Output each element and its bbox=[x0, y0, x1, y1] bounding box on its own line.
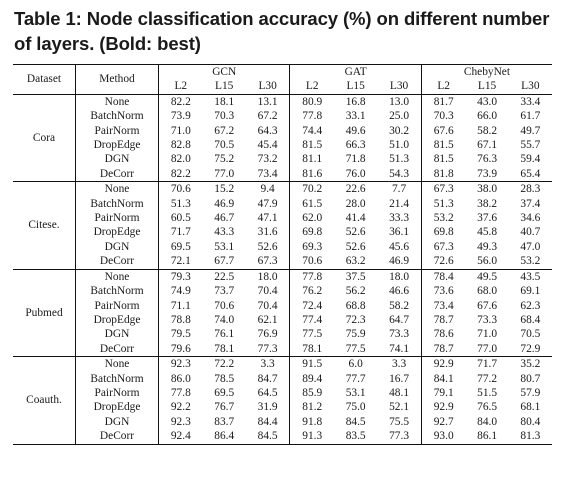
accuracy-cell: 84.7 bbox=[257, 372, 278, 385]
layer-header: L2 bbox=[290, 79, 334, 94]
accuracy-cell: 58.2 bbox=[477, 124, 498, 137]
accuracy-cell: 68.4 bbox=[520, 313, 541, 326]
method-name: DeCorr bbox=[76, 254, 159, 269]
accuracy-cell: 43.0 bbox=[477, 95, 498, 108]
accuracy-cell: 79.3 bbox=[159, 269, 203, 284]
accuracy-cell: 74.4 bbox=[290, 124, 334, 138]
accuracy-cell: 74.9 bbox=[159, 284, 203, 298]
accuracy-cell: 77.4 bbox=[290, 313, 334, 327]
accuracy-cell: 75.0 bbox=[345, 401, 366, 414]
accuracy-cell: 49.7 bbox=[520, 124, 541, 137]
accuracy-cell: 86.4 bbox=[214, 430, 235, 443]
table-row bbox=[13, 327, 552, 341]
accuracy-cell: 82.0 bbox=[159, 152, 203, 166]
accuracy-cell: 73.3 bbox=[389, 328, 410, 341]
accuracy-cell: 91.8 bbox=[290, 415, 334, 429]
accuracy-cell: 72.1 bbox=[159, 254, 203, 269]
accuracy-cell: 53.2 bbox=[520, 255, 541, 268]
accuracy-cell: 71.0 bbox=[477, 328, 498, 341]
accuracy-cell: 73.9 bbox=[477, 167, 498, 180]
accuracy-cell: 91.3 bbox=[290, 429, 334, 444]
table-row bbox=[13, 415, 552, 429]
accuracy-cell: 61.7 bbox=[520, 110, 541, 123]
accuracy-cell: 70.6 bbox=[214, 299, 235, 312]
accuracy-cell: 51.0 bbox=[389, 139, 410, 152]
accuracy-cell: 77.5 bbox=[290, 327, 334, 341]
accuracy-cell: 65.4 bbox=[520, 167, 541, 180]
method-name: DGN bbox=[76, 327, 159, 341]
header-row-groups bbox=[13, 65, 552, 80]
accuracy-cell: 53.1 bbox=[345, 386, 366, 399]
method-name: DGN bbox=[76, 152, 159, 166]
accuracy-cell: 81.2 bbox=[290, 400, 334, 414]
table-row bbox=[13, 429, 552, 444]
method-name: PairNorm bbox=[76, 386, 159, 400]
accuracy-cell: 71.0 bbox=[159, 124, 203, 138]
accuracy-cell: 63.2 bbox=[345, 255, 366, 268]
table-row bbox=[13, 284, 552, 298]
accuracy-cell: 72.4 bbox=[290, 299, 334, 313]
accuracy-cell: 56.2 bbox=[345, 285, 366, 298]
accuracy-cell: 77.5 bbox=[345, 342, 366, 355]
accuracy-cell: 70.3 bbox=[421, 109, 465, 123]
accuracy-cell: 71.8 bbox=[345, 153, 366, 166]
accuracy-cell: 52.6 bbox=[345, 226, 366, 239]
accuracy-cell: 62.3 bbox=[520, 299, 541, 312]
accuracy-cell: 64.3 bbox=[257, 124, 278, 137]
method-name: DropEdge bbox=[76, 400, 159, 414]
accuracy-cell: 80.7 bbox=[520, 372, 541, 385]
group-header-gcn: GCN bbox=[159, 65, 290, 80]
table-row bbox=[13, 240, 552, 254]
dataset-name: Citese. bbox=[28, 219, 60, 232]
layer-header: L2 bbox=[159, 79, 203, 94]
accuracy-cell: 73.4 bbox=[421, 299, 465, 313]
table-row bbox=[13, 109, 552, 123]
accuracy-cell: 70.6 bbox=[159, 182, 203, 197]
accuracy-cell: 37.6 bbox=[477, 212, 498, 225]
accuracy-cell: 76.3 bbox=[477, 153, 498, 166]
accuracy-cell: 84.5 bbox=[257, 430, 278, 443]
accuracy-cell: 70.6 bbox=[290, 254, 334, 269]
accuracy-cell: 72.6 bbox=[421, 254, 465, 269]
accuracy-cell: 93.0 bbox=[421, 429, 465, 444]
accuracy-cell: 33.1 bbox=[345, 110, 366, 123]
accuracy-cell: 77.7 bbox=[345, 372, 366, 385]
method-name: DropEdge bbox=[76, 225, 159, 239]
accuracy-cell: 78.7 bbox=[421, 313, 465, 327]
accuracy-cell: 46.9 bbox=[389, 255, 410, 268]
table-row bbox=[13, 254, 552, 269]
accuracy-cell: 15.2 bbox=[214, 183, 235, 196]
accuracy-cell: 54.3 bbox=[389, 167, 410, 180]
accuracy-cell: 81.5 bbox=[290, 138, 334, 152]
accuracy-cell: 67.7 bbox=[214, 255, 235, 268]
accuracy-cell: 73.7 bbox=[214, 285, 235, 298]
accuracy-cell: 35.2 bbox=[520, 358, 541, 371]
accuracy-cell: 84.1 bbox=[421, 372, 465, 386]
method-name: DeCorr bbox=[76, 342, 159, 357]
accuracy-cell: 38.2 bbox=[477, 197, 498, 210]
table-row bbox=[13, 211, 552, 225]
accuracy-cell: 56.0 bbox=[477, 255, 498, 268]
accuracy-cell: 74.1 bbox=[389, 342, 410, 355]
accuracy-cell: 43.5 bbox=[520, 270, 541, 283]
accuracy-cell: 84.0 bbox=[477, 415, 498, 428]
accuracy-cell: 68.0 bbox=[477, 285, 498, 298]
accuracy-cell: 45.6 bbox=[389, 240, 410, 253]
method-name: BatchNorm bbox=[76, 284, 159, 298]
accuracy-cell: 62.1 bbox=[257, 313, 278, 326]
accuracy-cell: 60.5 bbox=[159, 211, 203, 225]
accuracy-cell: 69.8 bbox=[290, 225, 334, 239]
accuracy-cell: 55.7 bbox=[520, 139, 541, 152]
accuracy-cell: 76.7 bbox=[214, 401, 235, 414]
accuracy-cell: 77.8 bbox=[159, 386, 203, 400]
accuracy-cell: 76.1 bbox=[214, 328, 235, 341]
accuracy-cell: 70.5 bbox=[520, 328, 541, 341]
accuracy-cell: 77.0 bbox=[477, 342, 498, 355]
accuracy-cell: 74.0 bbox=[214, 313, 235, 326]
accuracy-cell: 78.5 bbox=[214, 372, 235, 385]
accuracy-cell: 7.7 bbox=[391, 183, 407, 196]
method-name: PairNorm bbox=[76, 299, 159, 313]
method-name: PairNorm bbox=[76, 211, 159, 225]
accuracy-cell: 13.0 bbox=[389, 95, 410, 108]
accuracy-cell: 53.2 bbox=[421, 211, 465, 225]
accuracy-cell: 18.1 bbox=[214, 95, 235, 108]
accuracy-cell: 77.3 bbox=[257, 342, 278, 355]
accuracy-cell: 84.4 bbox=[257, 415, 278, 428]
dataset-name: Cora bbox=[32, 131, 56, 144]
accuracy-cell: 86.1 bbox=[477, 430, 498, 443]
table-row bbox=[13, 138, 552, 152]
method-name: DGN bbox=[76, 415, 159, 429]
accuracy-cell: 76.0 bbox=[345, 167, 366, 180]
accuracy-cell: 72.3 bbox=[345, 313, 366, 326]
accuracy-cell: 81.5 bbox=[421, 152, 465, 166]
accuracy-cell: 68.1 bbox=[520, 401, 541, 414]
accuracy-cell: 78.8 bbox=[159, 313, 203, 327]
accuracy-cell: 51.3 bbox=[389, 153, 410, 166]
accuracy-cell: 67.6 bbox=[421, 124, 465, 138]
accuracy-cell: 80.9 bbox=[290, 94, 334, 109]
accuracy-cell: 47.9 bbox=[257, 197, 278, 210]
accuracy-cell: 92.4 bbox=[159, 429, 203, 444]
accuracy-cell: 71.7 bbox=[477, 358, 498, 371]
accuracy-cell: 78.1 bbox=[290, 342, 334, 357]
accuracy-cell: 85.9 bbox=[290, 386, 334, 400]
method-name: DeCorr bbox=[76, 167, 159, 182]
accuracy-cell: 81.1 bbox=[290, 152, 334, 166]
accuracy-cell: 49.5 bbox=[477, 270, 498, 283]
dataset-header: Dataset bbox=[13, 65, 76, 95]
accuracy-cell: 78.4 bbox=[421, 269, 465, 284]
accuracy-cell: 62.0 bbox=[290, 211, 334, 225]
accuracy-cell: 82.8 bbox=[159, 138, 203, 152]
method-header: Method bbox=[76, 65, 159, 95]
table-row bbox=[13, 299, 552, 313]
accuracy-cell: 81.6 bbox=[290, 167, 334, 182]
method-name: BatchNorm bbox=[76, 372, 159, 386]
accuracy-cell: 31.6 bbox=[257, 226, 278, 239]
accuracy-cell: 70.4 bbox=[257, 299, 278, 312]
accuracy-cell: 75.9 bbox=[345, 328, 366, 341]
accuracy-cell: 61.5 bbox=[290, 197, 334, 211]
accuracy-cell: 75.2 bbox=[214, 153, 235, 166]
accuracy-cell: 67.1 bbox=[477, 139, 498, 152]
accuracy-cell: 83.7 bbox=[214, 415, 235, 428]
accuracy-cell: 69.1 bbox=[520, 285, 541, 298]
method-name: BatchNorm bbox=[76, 197, 159, 211]
accuracy-cell: 52.1 bbox=[389, 401, 410, 414]
accuracy-cell: 89.4 bbox=[290, 372, 334, 386]
table-row bbox=[13, 269, 552, 284]
table-row bbox=[13, 124, 552, 138]
table-row bbox=[13, 94, 552, 109]
accuracy-cell: 71.7 bbox=[159, 225, 203, 239]
accuracy-cell: 46.7 bbox=[214, 212, 235, 225]
accuracy-cell: 70.2 bbox=[290, 182, 334, 197]
layer-header: L15 bbox=[346, 80, 365, 93]
table-row bbox=[13, 313, 552, 327]
method-name: None bbox=[76, 269, 159, 284]
accuracy-cell: 9.4 bbox=[260, 183, 275, 196]
accuracy-cell: 81.5 bbox=[421, 138, 465, 152]
accuracy-cell: 77.8 bbox=[290, 109, 334, 123]
accuracy-cell: 52.6 bbox=[257, 240, 278, 253]
accuracy-cell: 52.6 bbox=[345, 240, 366, 253]
accuracy-cell: 22.5 bbox=[214, 270, 235, 283]
accuracy-cell: 72.2 bbox=[214, 358, 235, 371]
accuracy-cell: 92.7 bbox=[421, 415, 465, 429]
accuracy-cell: 49.6 bbox=[345, 124, 366, 137]
accuracy-cell: 69.8 bbox=[421, 225, 465, 239]
method-name: DeCorr bbox=[76, 429, 159, 444]
accuracy-cell: 51.3 bbox=[421, 197, 465, 211]
accuracy-cell: 64.5 bbox=[257, 386, 278, 399]
accuracy-cell: 33.3 bbox=[389, 212, 410, 225]
table-row bbox=[13, 197, 552, 211]
layer-header: L15 bbox=[477, 80, 497, 93]
accuracy-cell: 28.0 bbox=[345, 197, 366, 210]
accuracy-cell: 41.4 bbox=[345, 212, 366, 225]
accuracy-cell: 81.8 bbox=[421, 167, 465, 182]
layer-header: L30 bbox=[258, 80, 277, 93]
accuracy-cell: 28.3 bbox=[520, 183, 541, 196]
accuracy-cell: 67.3 bbox=[257, 255, 278, 268]
accuracy-cell: 77.3 bbox=[389, 430, 410, 443]
accuracy-cell: 75.5 bbox=[389, 415, 410, 428]
table-row bbox=[13, 372, 552, 386]
accuracy-cell: 3.3 bbox=[260, 358, 275, 371]
method-name: PairNorm bbox=[76, 124, 159, 138]
table-row bbox=[13, 342, 552, 357]
table-row bbox=[13, 225, 552, 239]
method-name: DropEdge bbox=[76, 138, 159, 152]
accuracy-cell: 34.6 bbox=[520, 212, 541, 225]
accuracy-cell: 68.8 bbox=[345, 299, 366, 312]
accuracy-cell: 16.8 bbox=[345, 95, 366, 108]
layer-header: L30 bbox=[389, 80, 409, 93]
accuracy-cell: 91.5 bbox=[290, 357, 334, 372]
accuracy-cell: 67.3 bbox=[421, 182, 465, 197]
layer-header: L30 bbox=[521, 80, 540, 93]
accuracy-cell: 81.7 bbox=[421, 94, 465, 109]
accuracy-cell: 46.6 bbox=[389, 285, 410, 298]
table-row bbox=[13, 386, 552, 400]
accuracy-cell: 66.3 bbox=[345, 139, 366, 152]
layer-header: L2 bbox=[421, 79, 465, 94]
accuracy-cell: 51.5 bbox=[477, 386, 498, 399]
accuracy-cell: 92.9 bbox=[421, 357, 465, 372]
accuracy-cell: 51.3 bbox=[159, 197, 203, 211]
accuracy-cell: 73.3 bbox=[477, 313, 498, 326]
accuracy-cell: 92.3 bbox=[159, 357, 203, 372]
accuracy-cell: 18.0 bbox=[389, 270, 410, 283]
table-row bbox=[13, 182, 552, 197]
accuracy-cell: 72.9 bbox=[520, 342, 541, 355]
accuracy-cell: 36.1 bbox=[389, 226, 410, 239]
accuracy-cell: 92.2 bbox=[159, 400, 203, 414]
accuracy-cell: 70.4 bbox=[257, 285, 278, 298]
accuracy-cell: 69.5 bbox=[214, 386, 235, 399]
method-name: DGN bbox=[76, 240, 159, 254]
method-name: None bbox=[76, 357, 159, 372]
accuracy-cell: 82.2 bbox=[159, 94, 203, 109]
accuracy-cell: 73.2 bbox=[257, 153, 278, 166]
accuracy-cell: 82.2 bbox=[159, 167, 203, 182]
accuracy-cell: 47.0 bbox=[520, 240, 541, 253]
accuracy-cell: 64.7 bbox=[389, 313, 410, 326]
method-name: DropEdge bbox=[76, 313, 159, 327]
accuracy-cell: 33.4 bbox=[520, 95, 541, 108]
accuracy-cell: 45.8 bbox=[477, 226, 498, 239]
accuracy-cell: 57.9 bbox=[520, 386, 541, 399]
accuracy-cell: 73.4 bbox=[257, 167, 278, 180]
dataset-name: Coauth. bbox=[26, 394, 62, 407]
accuracy-cell: 67.6 bbox=[477, 299, 498, 312]
accuracy-cell: 46.9 bbox=[214, 197, 235, 210]
group-header-chebynet: ChebyNet bbox=[421, 65, 552, 80]
table-row bbox=[13, 152, 552, 166]
accuracy-cell: 6.0 bbox=[348, 358, 363, 371]
accuracy-cell: 59.4 bbox=[520, 153, 541, 166]
accuracy-cell: 38.0 bbox=[477, 183, 498, 196]
accuracy-cell: 79.1 bbox=[421, 386, 465, 400]
accuracy-cell: 86.0 bbox=[159, 372, 203, 386]
accuracy-cell: 58.2 bbox=[389, 299, 410, 312]
accuracy-cell: 22.6 bbox=[345, 183, 366, 196]
accuracy-cell: 76.5 bbox=[477, 401, 498, 414]
accuracy-cell: 70.3 bbox=[214, 110, 235, 123]
results-table bbox=[13, 64, 552, 445]
accuracy-cell: 25.0 bbox=[389, 110, 410, 123]
accuracy-cell: 67.2 bbox=[214, 124, 235, 137]
accuracy-cell: 71.1 bbox=[159, 299, 203, 313]
table-body bbox=[13, 94, 552, 444]
accuracy-cell: 69.5 bbox=[159, 240, 203, 254]
accuracy-cell: 69.3 bbox=[290, 240, 334, 254]
table-row bbox=[13, 357, 552, 372]
method-name: BatchNorm bbox=[76, 109, 159, 123]
table-caption: Table 1: Node classification accuracy (%) on different number of layers. (Bold: best) bbox=[14, 8, 550, 54]
accuracy-cell: 78.1 bbox=[214, 342, 235, 355]
accuracy-cell: 37.5 bbox=[345, 270, 366, 283]
accuracy-cell: 30.2 bbox=[389, 124, 410, 137]
group-header-gat: GAT bbox=[290, 65, 421, 80]
accuracy-cell: 76.9 bbox=[257, 328, 278, 341]
accuracy-cell: 13.1 bbox=[257, 95, 278, 108]
accuracy-cell: 31.9 bbox=[257, 401, 278, 414]
table-row bbox=[13, 400, 552, 414]
accuracy-cell: 73.9 bbox=[159, 109, 203, 123]
accuracy-cell: 40.7 bbox=[520, 226, 541, 239]
accuracy-cell: 73.6 bbox=[421, 284, 465, 298]
accuracy-cell: 79.6 bbox=[159, 342, 203, 357]
method-name: None bbox=[76, 94, 159, 109]
accuracy-cell: 49.3 bbox=[477, 240, 498, 253]
accuracy-cell: 67.3 bbox=[421, 240, 465, 254]
accuracy-cell: 48.1 bbox=[389, 386, 410, 399]
method-name: None bbox=[76, 182, 159, 197]
accuracy-cell: 18.0 bbox=[257, 270, 278, 283]
dataset-name: Pubmed bbox=[25, 306, 63, 319]
accuracy-cell: 77.0 bbox=[214, 167, 235, 180]
accuracy-cell: 76.2 bbox=[290, 284, 334, 298]
accuracy-cell: 53.1 bbox=[214, 240, 235, 253]
accuracy-cell: 92.3 bbox=[159, 415, 203, 429]
layer-header: L15 bbox=[215, 80, 234, 93]
table-row bbox=[13, 167, 552, 182]
accuracy-cell: 92.9 bbox=[421, 400, 465, 414]
accuracy-cell: 66.0 bbox=[477, 110, 498, 123]
accuracy-cell: 47.1 bbox=[257, 212, 278, 225]
accuracy-cell: 80.4 bbox=[520, 415, 541, 428]
accuracy-cell: 78.6 bbox=[421, 327, 465, 341]
accuracy-cell: 43.3 bbox=[214, 226, 235, 239]
accuracy-cell: 79.5 bbox=[159, 327, 203, 341]
accuracy-cell: 77.2 bbox=[477, 372, 498, 385]
accuracy-cell: 77.8 bbox=[290, 269, 334, 284]
accuracy-cell: 16.7 bbox=[389, 372, 410, 385]
accuracy-cell: 45.4 bbox=[257, 139, 278, 152]
accuracy-cell: 70.5 bbox=[214, 139, 235, 152]
accuracy-cell: 67.2 bbox=[257, 110, 278, 123]
accuracy-cell: 21.4 bbox=[389, 197, 410, 210]
accuracy-cell: 3.3 bbox=[391, 358, 407, 371]
accuracy-cell: 81.3 bbox=[520, 430, 541, 443]
accuracy-cell: 37.4 bbox=[520, 197, 541, 210]
accuracy-cell: 78.7 bbox=[421, 342, 465, 357]
accuracy-cell: 84.5 bbox=[345, 415, 366, 428]
accuracy-cell: 83.5 bbox=[345, 430, 366, 443]
